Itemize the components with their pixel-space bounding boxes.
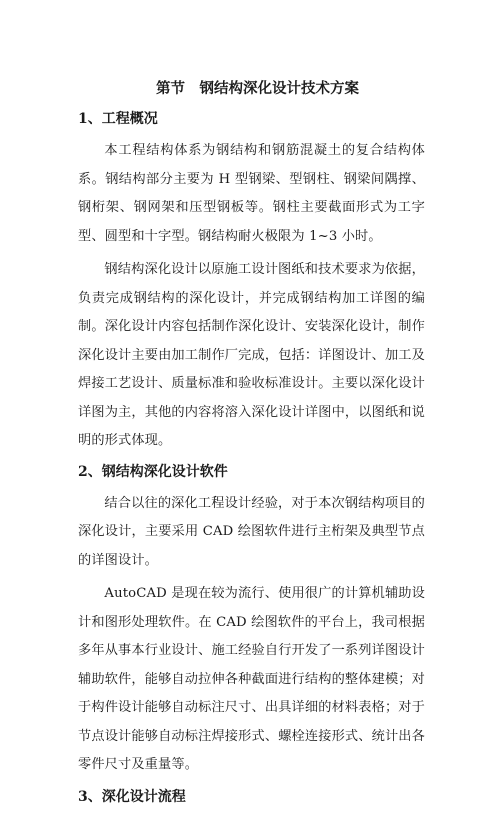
section-project-overview — [78, 108, 425, 456]
paragraph: 钢结构深化设计以原施工设计图纸和技术要求为依据，负责完成钢结构的深化设计，并完成钢结构加工详图的编制。深化设计内容包括制作深化设计、安装深化设计，制作深化设计主要由加工制作厂完成，包括：详图设计、加工及焊接工艺设计、质量标准和验收标准设计。主要以深化设计详图为主，其他的内容将溶入深化设计详图中，以图纸和说明的形式体现。 — [78, 262, 425, 448]
paragraph: AutoCAD 是现在较为流行、使用很广的计算机辅助设计和图形处理软件。在 CAD 绘图软件的平台上，我司根据多年从事本行业设计、施工经验自行开发了一系列详图设计辅助软件，能够自动拉伸各种截面进行结构的整体建模；对于构件设计能够自动标注尺寸、出具详细的材料表格；对于节点设计能够自动标注焊接形式、螺栓连接形式、统计出各零件尺寸及重量等。 — [78, 586, 425, 772]
section-heading: 1、工程概况 — [78, 111, 158, 127]
document-page — [78, 78, 425, 815]
section-heading: 3、深化设计流程 — [78, 788, 186, 805]
paragraph: 结合以往的深化工程设计经验，对于本次钢结构项目的深化设计，主要采用 CAD 绘图软件进行主桁架及典型节点的详图设计。 — [78, 495, 425, 568]
paragraph: 本工程结构体系为钢结构和钢筋混凝土的复合结构体系。钢结构部分主要为 H 型钢梁、型钢柱、钢梁间隅撑、钢桁架、钢网架和压型钢板等。钢柱主要截面形式为工字型、圆型和十字型。钢结构耐火极限为 1~3 小时。 — [78, 143, 425, 244]
section-design-software — [78, 461, 425, 780]
section-design-process — [78, 786, 425, 808]
document-title: 第节 钢结构深化设计技术方案 — [156, 80, 359, 97]
section-heading: 2、钢结构深化设计软件 — [78, 463, 228, 480]
